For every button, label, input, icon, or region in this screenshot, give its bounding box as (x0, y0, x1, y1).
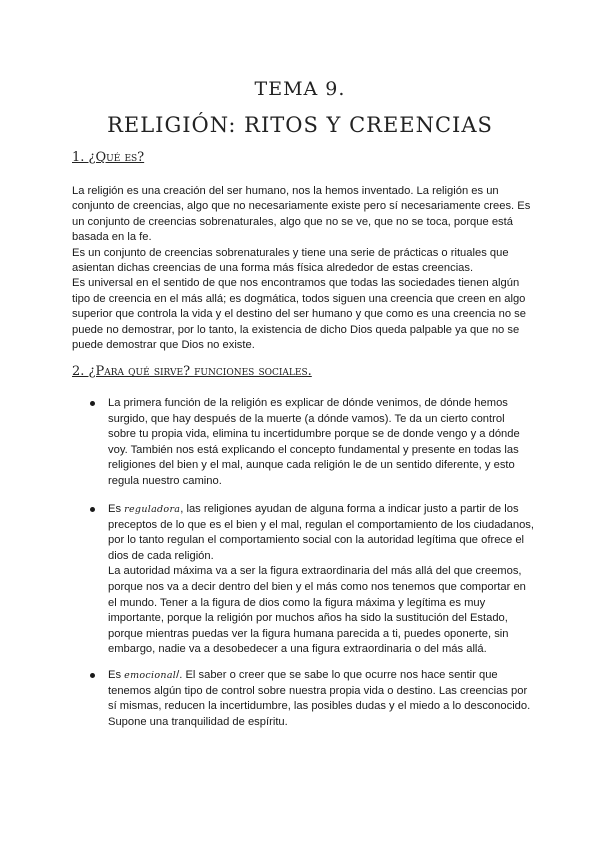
title-line-1: TEMA 9. (254, 78, 346, 100)
handwritten-keyword: emocional (124, 670, 177, 681)
paragraph: La religión es una creación del ser humano, nos la hemos inventado. La religión es un conjunto de creencias, algo que no necesariamente existe pero sí necesariamente crees. Es un conjunto de creencias sobrenaturales, algo que no se ve, que no se toca, porque está basada en la fe. (72, 185, 531, 244)
bullet-body: /. El saber o creer que se sabe lo que ocurre nos hace sentir que tenemos algún tipo de control sobre nuestra propia vida o destino. Las creencias por sí mismas, reducen la incertidumbre, las posibles dudas y el miedo a lo desconocido. Supone una tranquilidad de espíritu. (108, 669, 531, 728)
section-1-body (72, 184, 532, 353)
paragraph: Es universal en el sentido de que nos encontramos que todas las sociedades tienen algún tipo de creencia en el más allá; es dogmática, todos siguen una creencia que creen en algo superior que controla la vida y el destino del ser humano y que como es una creencia no se puede no demostrar, por lo tanto, la existencia de dicho Dios queda palpable ya que no se puede demostrar que Dios no existe. (72, 277, 526, 352)
bullet-body: , las religiones ayudan de alguna forma a indicar justo a partir de los preceptos de lo que es el bien y el mal, regulan el comportamiento de los ciudadanos, por lo tanto regulan el comportamiento social con la autoridad legítima que ofrece el dios de cada religión. (108, 503, 535, 562)
list-item (90, 502, 535, 658)
bullet-text (108, 668, 535, 730)
bullet-icon (90, 507, 95, 512)
bullet-text: La primera función de la religión es explicar de dónde venimos, de dónde hemos surgido, que hay después de la muerte (a dónde vamos). Te da un cierto control sobre tu propia vida, elimina tu incertidumbre porque se de donde vengo y a dónde voy. También nos está explicando el concepto fundamental y presente en todas las religiones del bien y el mal, aunque cada religión le de un sentido diferente, y esto regula nuestro camino. (108, 397, 520, 487)
bullet-prefix: Es (108, 669, 125, 681)
title-line-2: RELIGIÓN: RITOS Y CREENCIAS (107, 113, 493, 137)
bullet-text (108, 502, 535, 658)
paragraph: Es un conjunto de creencias sobrenaturales y tiene una serie de prácticas o rituales que asientan dichas creencias de una forma más física alrededor de estas creencias. (72, 246, 509, 275)
list-item (90, 396, 535, 490)
handwritten-keyword: reguladora (124, 504, 181, 515)
list-item (90, 668, 535, 730)
bullet-prefix: Es (108, 503, 125, 515)
section-1-heading: 1. ¿Qué es? (72, 150, 145, 165)
bullet-icon (90, 401, 95, 406)
bullet-paragraph: La autoridad máxima va a ser la figura extraordinaria del más allá del que creemos, porque nos va a decir dentro del bien y el más como nos tenemos que comportar en el mundo. Tener a la figura de dios como la figura máxima y legítima es muy importante, porque la religión por muchos años ha sido la sustitución del Estado, porque mientras puedas ver la figura humana parecida a ti, puedes oponerte, sin embargo, nadie va a desobedecer a una figura extraordinaria o del más allá. (108, 565, 526, 656)
section-2-heading: 2. ¿Para qué sirve? funciones sociales. (72, 364, 312, 379)
bullet-icon (90, 673, 95, 678)
